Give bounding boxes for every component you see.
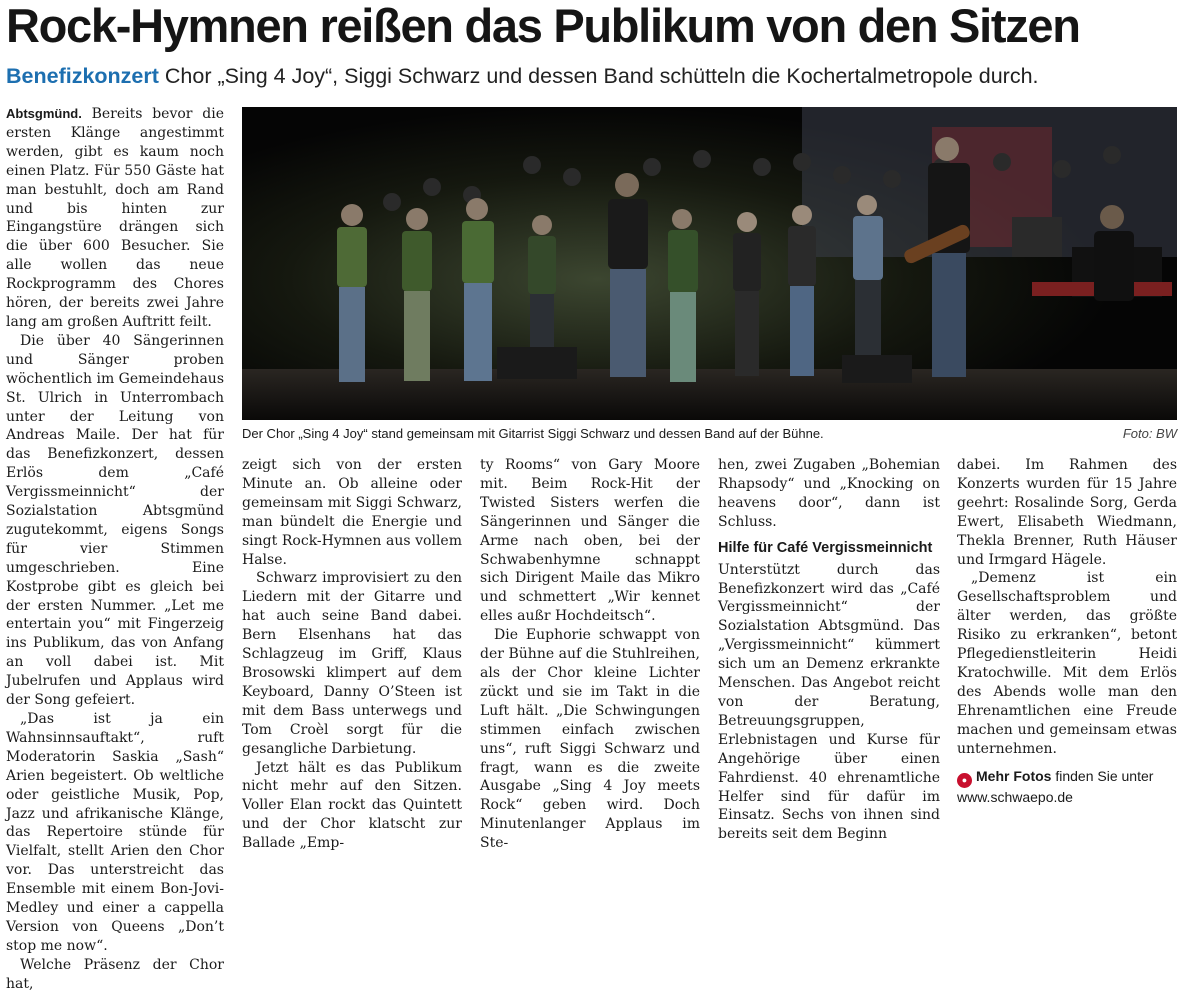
article-column-1 [6, 105, 224, 992]
photo-credit: Foto: BW [1122, 426, 1177, 441]
headline: Rock-Hymnen reißen das Publikum von den Sitzen [6, 0, 1080, 52]
more-photos-text: finden Sie unter [1051, 767, 1154, 784]
more-photos-box [957, 767, 1177, 807]
photo-caption: Der Chor „Sing 4 Joy“ stand gemeinsam mit Gitarrist Siggi Schwarz und dessen Band auf der Bühne. [242, 426, 824, 441]
paragraph: dabei. Im Rahmen des Konzerts wurden für 15 Jahre geehrt: Rosalinde Sorg, Gerda Ewert, Elisabeth Wiedmann, Thekla Brenner, Ruth Häuser und Irmgard Hägele. [957, 457, 1177, 568]
paragraph: Welche Präsenz der Chor hat, [6, 956, 224, 992]
paragraph [6, 105, 224, 332]
concert-photo-illustration [242, 107, 1177, 420]
concert-photo [242, 107, 1177, 420]
paragraph-text: Bereits bevor die ersten Klänge angestimmt werden, gibt es kaum noch einen Platz. Für 550 Gäste hat man bestuhlt, doch am Rand und bis hinten zur Eingangstüre drängen sich die über 600 Besucher. Sie alle wollen das neue Rockprogramm des Chores hören, der bereits zwei Jahre lang am großen Auftritt feilt. [6, 106, 224, 330]
paragraph: „Demenz ist ein Gesellschaftsproblem und älter werden, das größte Risiko zu erkranken“, betont Pflegedienstleiterin Heidi Kratochwille. Mit dem Erlös des Abends wolle man den Ehrenamtlichen eine Freude machen und gemeinsam etwas unternehmen. [957, 570, 1177, 757]
paragraph: Die Euphorie schwappt von der Bühne auf die Stuhlreihen, als der Chor kleine Lichter zückt und sie im Takt in die Luft hält. „Die Schwingungen stimmen einfach zwischen uns“, ruft Siggi Schwarz und fragt, wann es die zweite Ausgabe „Sing 4 Joy meets Rock“ geben wird. Doch Minutenlanger Applaus im Ste- [480, 627, 700, 852]
camera-icon: ● [957, 773, 972, 788]
article-column-3 [480, 456, 700, 852]
subline [6, 62, 1181, 90]
article-column-4 [718, 456, 940, 843]
paragraph: hen, zwei Zugaben „Bohemian Rhapsody“ und „Knocking on heavens door“, dann ist Schluss. [718, 457, 940, 530]
more-photos-link[interactable]: www.schwaepo.de [957, 788, 1073, 805]
paragraph: ty Rooms“ von Gary Moore mit. Beim Rock-Hit der Twisted Sisters werfen die Sängerinnen und Sänger die Arme nach oben, bei der Schwabenhymne schnappt sich Dirigent Maile das Mikro und schmettert „Wir kennet elles außr Hochdeitsch“. [480, 457, 700, 625]
photo-caption-row [242, 426, 1177, 442]
more-photos-label: Mehr Fotos [976, 767, 1052, 784]
subline-text: Chor „Sing 4 Joy“, Siggi Schwarz und dessen Band schütteln die Kochertalmetropole durch. [158, 64, 1039, 88]
paragraph: „Das ist ja ein Wahnsinnsauftakt“, ruft Moderatorin Saskia „Sash“ Arien begeistert. Ob weltliche oder geistliche Musik, Pop, Jazz und afrikanische Klänge, das Repertoire stünde für Vielfalt, stellt Arien den Chor vor. Das unterstreicht das Ensemble mit einem Bon-Jovi-Medley und einer a cappella Version von Queens „Don’t stop me now“. [6, 711, 224, 954]
article-column-5 [957, 456, 1177, 805]
paragraph: zeigt sich von der ersten Minute an. Ob alleine oder gemeinsam mit Siggi Schwarz, man bündelt die Energie und singt Rock-Hymnen aus vollem Halse. [242, 457, 462, 568]
paragraph: Jetzt hält es das Publikum nicht mehr auf den Sitzen. Voller Elan rockt das Quintett und der Chor klatscht zur Ballade „Emp- [242, 759, 462, 852]
paragraph: Die über 40 Sängerinnen und Sänger proben wöchentlich im Gemeindehaus St. Ulrich in Unterrombach unter der Leitung von Andreas Maile. Der hat für das Benefizkonzert, dessen Erlös dem „Café Vergissmeinnicht“ der Sozialstation Abtsgmünd zugutekommt, eigens Songs für vier Stimmen umgeschrieben. Eine Kostprobe gibt es gleich bei der ersten Nummer. „Let me entertain you“ mit Fingerzeig ins Publikum, das von Anfang an voll dabei ist. Mit Jubelrufen und Applaus wird der Song gefeiert. [6, 332, 224, 709]
paragraph: Schwarz improvisiert zu den Liedern mit der Gitarre und hat auch seine Band dabei. Bern Elsenhans hat das Schlagzeug im Griff, Klaus Brosowski klimpert auf dem Keyboard, Danny O’Steen ist mit dem Bass unterwegs und Tom Croèl sorgt für die gesangliche Darbietung. [242, 570, 462, 757]
paragraph: Unterstützt durch das Benefizkonzert wird das „Café Vergissmeinnicht“ der Sozialstation Abtsgmünd. Das „Vergissmeinnicht“ kümmert sich um an Demenz erkrankte Menschen. Das Angebot reicht von der Beratung, Betreuungsgruppen, Erlebnistagen und Kurse für Angehörige über einen Fahrdienst. 40 ehrenamtliche Helfer sind für dafür im Einsatz. Sechs von ihnen sind bereits seit dem Beginn [718, 561, 940, 843]
section-heading: Hilfe für Café Vergissmeinnicht [718, 539, 933, 556]
kicker: Benefizkonzert [6, 64, 159, 88]
article-column-2 [242, 456, 462, 852]
dateline: Abtsgmünd. [6, 106, 82, 121]
